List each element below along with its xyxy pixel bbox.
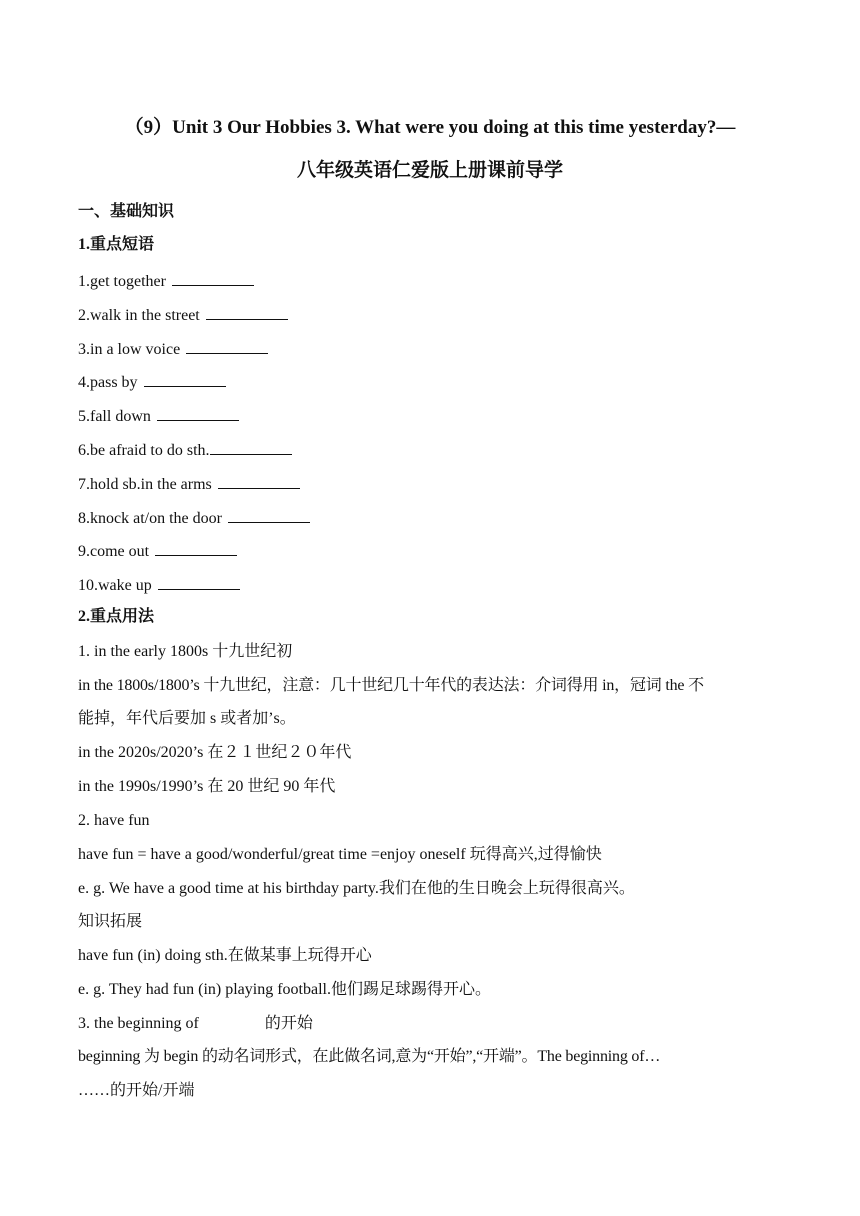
phrase-text: 7.hold sb.in the arms: [78, 476, 212, 493]
subsection-key-phrases: 1.重点短语: [78, 236, 155, 253]
phrase-text: 2.walk in the street: [78, 307, 200, 324]
knowledge-extension-label: 知识拓展: [78, 913, 143, 930]
usage-paragraph: have fun (in) doing sth.在做某事上玩得开心: [78, 947, 372, 964]
phrase-item: [78, 337, 788, 361]
phrase-text: 9.come out: [78, 543, 150, 560]
usage-item-title: 1. in the early 1800s 十九世纪初: [78, 643, 293, 660]
phrase-item: [78, 404, 788, 428]
phrase-item: [78, 303, 788, 327]
phrase-item: [78, 539, 788, 563]
phrase-item: [78, 573, 788, 597]
phrase-text: 1.get together: [78, 273, 166, 290]
answer-blank[interactable]: [206, 303, 288, 320]
phrase-text: 8.knock at/on the door: [78, 510, 222, 527]
usage-item-title-part2: 的开始: [264, 1015, 313, 1032]
usage-item-title: [78, 1013, 788, 1035]
phrase-item: [78, 472, 788, 496]
usage-example: in the 1990s/1990’s 在 20 世纪 90 年代: [78, 778, 336, 795]
usage-paragraph: have fun = have a good/wonderful/great time =enjoy oneself 玩得高兴,过得愉快: [78, 846, 602, 863]
answer-blank[interactable]: [186, 337, 268, 354]
answer-blank[interactable]: [218, 472, 300, 489]
usage-item-title-part1: 3. the beginning of: [78, 1015, 199, 1032]
usage-paragraph: ……的开始/开端: [78, 1082, 195, 1099]
answer-blank[interactable]: [155, 539, 237, 556]
phrase-item: [78, 438, 788, 462]
phrase-text: 3.in a low voice: [78, 341, 181, 358]
usage-paragraph: in the 1800s/1800’s 十九世纪，注意：几十世纪几十年代的表达法：介词得用 in，冠词 the 不: [78, 677, 704, 694]
answer-blank[interactable]: [172, 269, 254, 286]
usage-example: e. g. They had fun (in) playing football.他们踢足球踢得开心。: [78, 981, 491, 998]
answer-blank[interactable]: [144, 370, 226, 387]
phrase-item: [78, 506, 788, 530]
phrase-text: 4.pass by: [78, 374, 138, 391]
phrase-text: 5.fall down: [78, 408, 151, 425]
phrase-item: [78, 370, 788, 394]
usage-example: e. g. We have a good time at his birthday party.我们在他的生日晚会上玩得很高兴。: [78, 880, 635, 897]
answer-blank[interactable]: [210, 438, 292, 455]
answer-blank[interactable]: [158, 573, 240, 590]
answer-blank[interactable]: [157, 404, 239, 421]
usage-paragraph: beginning 为 begin 的动名词形式，在此做名词,意为“开始”,“开端”。The beginning of…: [78, 1048, 661, 1065]
document-title-line2: 八年级英语仁爱版上册课前导学: [296, 160, 563, 181]
document-title-line1: （9）Unit 3 Our Hobbies 3. What were you doing at this time yesterday?—: [124, 117, 736, 138]
usage-paragraph: 能掉，年代后要加 s 或者加’s。: [78, 710, 296, 727]
phrase-item: [78, 269, 788, 293]
usage-item-title: 2. have fun: [78, 812, 150, 829]
subsection-key-usage: 2.重点用法: [78, 608, 155, 625]
phrase-text: 10.wake up: [78, 577, 152, 594]
section-heading: 一、基础知识: [78, 203, 175, 220]
usage-example: in the 2020s/2020’s 在２１世纪２０年代: [78, 744, 352, 761]
answer-blank[interactable]: [228, 506, 310, 523]
phrase-text: 6.be afraid to do sth.: [78, 442, 210, 459]
